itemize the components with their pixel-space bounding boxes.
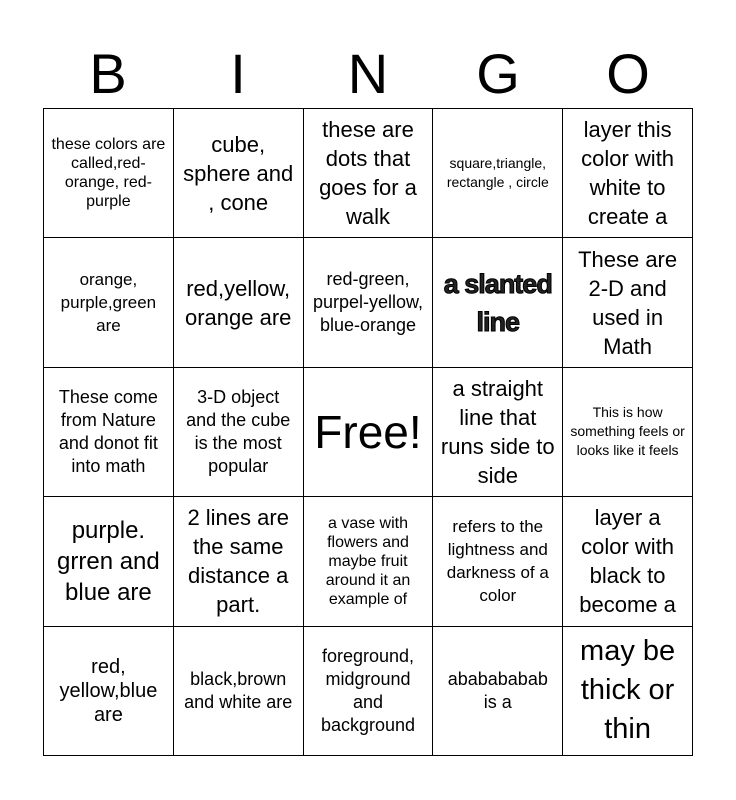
- cell-text: 3-D object and the cube is the most popular: [186, 386, 291, 476]
- cell-text: refers to the lightness and darkness of a color: [446, 517, 549, 606]
- bingo-title: [43, 40, 693, 108]
- cell-text: orange, purple,green are: [60, 270, 157, 336]
- cell-text: layer this color with white to create a: [581, 117, 675, 230]
- bingo-cell[interactable]: [304, 109, 434, 238]
- bingo-cell[interactable]: [433, 109, 563, 238]
- title-letter-i: I: [230, 42, 246, 105]
- bingo-cell[interactable]: [433, 627, 563, 756]
- title-letter-o: O: [606, 42, 650, 105]
- bingo-cell[interactable]: [563, 627, 693, 756]
- cell-text: purple. grren and blue are: [57, 516, 160, 606]
- cell-text: This is how something feels or looks like it feels: [570, 404, 685, 459]
- cell-text: black,brown and white are: [184, 668, 293, 712]
- bingo-cell[interactable]: [44, 497, 174, 626]
- cell-text: red,yellow, orange are: [184, 275, 292, 330]
- bingo-cell[interactable]: [563, 368, 693, 497]
- bingo-cell[interactable]: [433, 497, 563, 626]
- bingo-cell[interactable]: [174, 497, 304, 626]
- cell-text: red-green, purpel-yellow, blue-orange: [312, 269, 424, 336]
- free-space-text: Free!: [314, 405, 422, 458]
- bingo-cell[interactable]: [174, 238, 304, 367]
- title-letter-n: N: [347, 42, 389, 105]
- bingo-cell[interactable]: [304, 497, 434, 626]
- cell-text: a straight line that runs side to side: [440, 375, 555, 488]
- bingo-cell[interactable]: [174, 368, 304, 497]
- cell-text: These come from Nature and donot fit into math: [58, 386, 158, 476]
- cell-text: ababababab is a: [447, 668, 548, 712]
- bingo-cell[interactable]: [563, 238, 693, 367]
- cell-text: 2 lines are the same distance a part.: [187, 505, 289, 618]
- free-space-cell[interactable]: [304, 368, 434, 497]
- bingo-cell[interactable]: [563, 109, 693, 238]
- cell-text: a vase with flowers and maybe fruit around it an example of: [325, 514, 411, 608]
- cell-text: These are 2-D and used in Math: [578, 246, 678, 359]
- title-letter-b: B: [89, 42, 127, 105]
- cell-text: square,triangle, rectangle , circle: [446, 155, 549, 191]
- cell-text: red, yellow,blue are: [59, 655, 158, 726]
- bingo-cell[interactable]: [44, 627, 174, 756]
- bingo-cell[interactable]: [563, 497, 693, 626]
- bingo-cell[interactable]: [44, 238, 174, 367]
- cell-text: layer a color with black to become a: [579, 505, 676, 618]
- bingo-cell[interactable]: [304, 238, 434, 367]
- bingo-cell[interactable]: [44, 368, 174, 497]
- cell-text: a slanted line: [443, 268, 552, 337]
- bingo-card-grid: [43, 108, 693, 756]
- bingo-cell[interactable]: [44, 109, 174, 238]
- bingo-cell[interactable]: [304, 627, 434, 756]
- title-letter-g: G: [476, 42, 520, 105]
- cell-text: these are dots that goes for a walk: [319, 117, 417, 230]
- bingo-cell[interactable]: [174, 627, 304, 756]
- cell-text: foreground, midground and background: [320, 645, 416, 735]
- bingo-cell[interactable]: [433, 368, 563, 497]
- bingo-cell[interactable]: [174, 109, 304, 238]
- bingo-cell[interactable]: [433, 238, 563, 367]
- cell-text: cube, sphere and , cone: [183, 131, 294, 215]
- cell-text: may be thick or thin: [580, 635, 676, 746]
- cell-text: these colors are called,red-orange, red-purple: [51, 136, 166, 211]
